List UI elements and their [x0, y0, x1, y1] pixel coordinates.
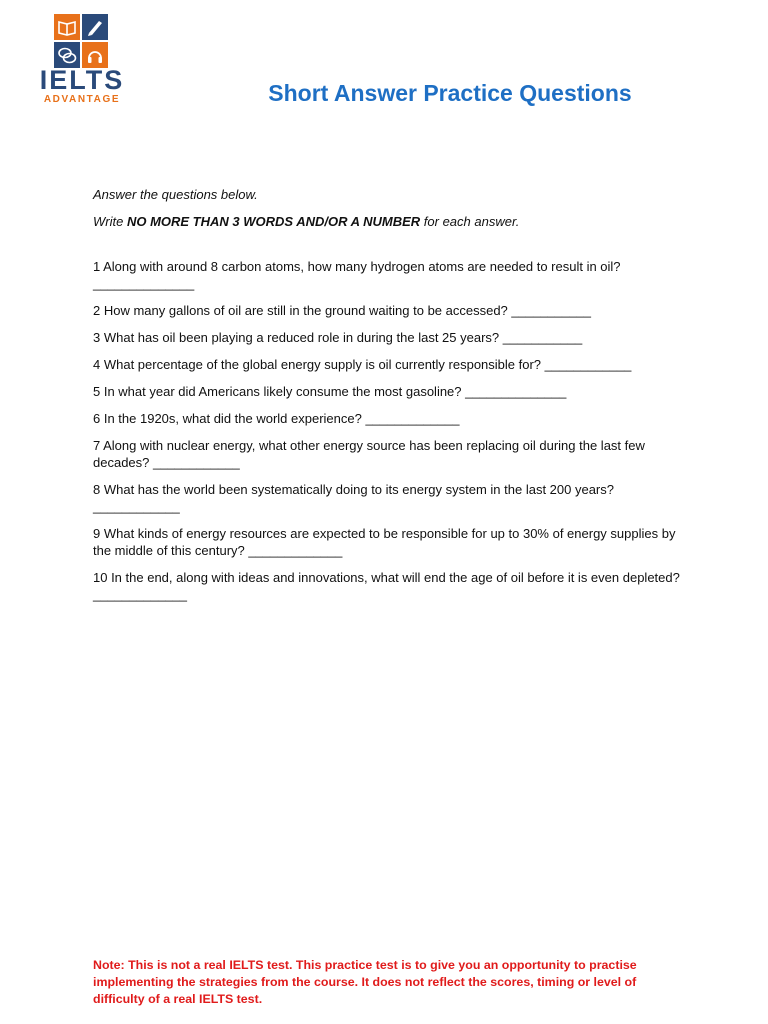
question-list	[93, 258, 683, 603]
pen-icon	[85, 17, 105, 37]
headphones-icon	[85, 45, 105, 65]
ielts-advantage-logo	[34, 14, 130, 104]
speech-bubbles-icon	[57, 45, 77, 65]
question-item: 2 How many gallons of oil are still in the ground waiting to be accessed? ___________	[93, 303, 591, 318]
question-item: 6 In the 1920s, what did the world experience? _____________	[93, 411, 460, 426]
logo-tagline: ADVANTAGE	[43, 94, 121, 105]
page-title: Short Answer Practice Questions	[268, 80, 632, 106]
instruction-line-2: Write NO MORE THAN 3 WORDS AND/OR A NUMBER for each answer.	[93, 214, 520, 229]
question-item: 9 What kinds of energy resources are expected to be responsible for up to 30% of energy supplies by the middle of this century? _____________	[93, 526, 676, 558]
logo-icon-grid	[54, 14, 108, 68]
logo-tile-book	[54, 14, 80, 40]
question-item: 3 What has oil been playing a reduced role in during the last 25 years? ___________	[93, 330, 583, 345]
disclaimer-note: Note: This is not a real IELTS test. This practice test is to give you an opportunity to practise implementing the strategies from the course. It does not reflect the scores, timing or level of difficulty of a real IELTS test.	[93, 958, 637, 1006]
instruction-line-1: Answer the questions below.	[93, 187, 258, 202]
logo-tile-pen	[82, 14, 108, 40]
question-item: 10 In the end, along with ideas and innovations, what will end the age of oil before it is even depleted? _____________	[93, 570, 680, 602]
worksheet-body	[93, 186, 683, 613]
question-item: 7 Along with nuclear energy, what other energy source has been replacing oil during the last few decades? ____________	[93, 438, 645, 470]
logo-wordmark: IELTS	[39, 65, 125, 95]
question-item: 1 Along with around 8 carbon atoms, how many hydrogen atoms are needed to result in oil? ______________	[93, 259, 621, 291]
question-item: 4 What percentage of the global energy supply is oil currently responsible for? ____________	[93, 357, 632, 372]
question-item: 5 In what year did Americans likely consume the most gasoline? ______________	[93, 384, 567, 399]
word-limit-rule: NO MORE THAN 3 WORDS AND/OR A NUMBER	[126, 214, 421, 229]
question-item: 8 What has the world been systematically doing to its energy system in the last 200 years? ____________	[93, 482, 614, 514]
book-icon	[57, 17, 77, 37]
